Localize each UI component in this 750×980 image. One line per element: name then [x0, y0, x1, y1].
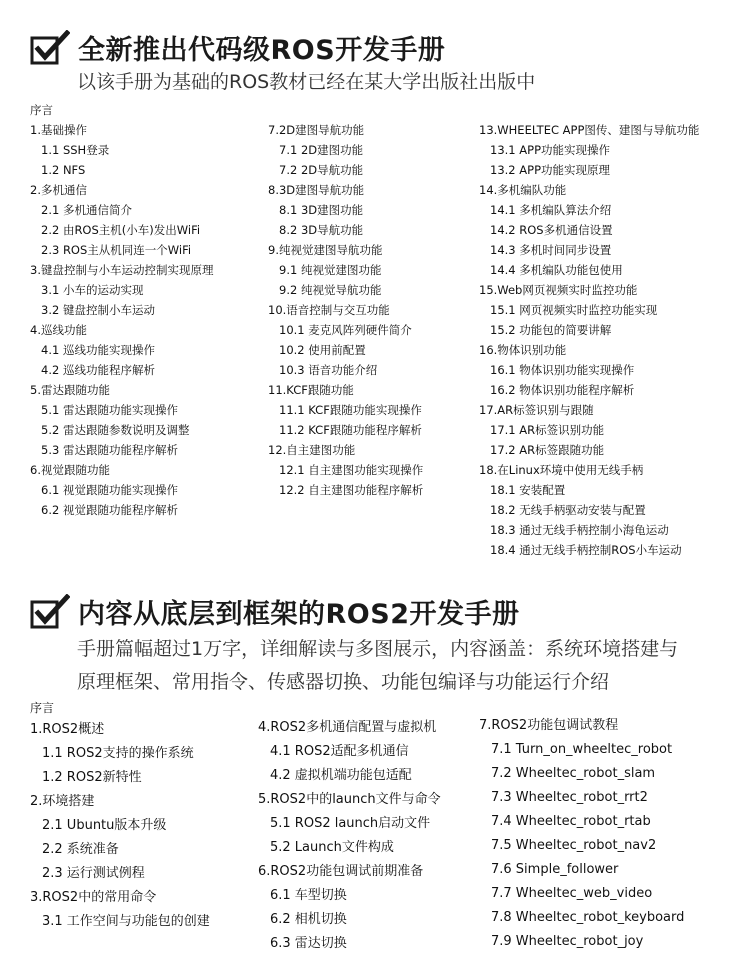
toc-chapter: 4.巡线功能 [30, 323, 87, 337]
preface-label: 序言 [30, 103, 53, 117]
toc-subitem: 1.1 SSH登录 [41, 143, 110, 157]
toc-subitem: 14.2 ROS多机通信设置 [490, 223, 613, 237]
toc-chapter: 13.WHEELTEC APP图传、建图与导航功能 [479, 123, 700, 137]
toc-chapter: 1.基础操作 [30, 123, 87, 137]
toc-subitem: 2.1 Ubuntu版本升级 [42, 818, 167, 833]
toc-chapter: 14.多机编队功能 [479, 183, 567, 197]
toc-chapter: 11.KCF跟随功能 [268, 383, 354, 397]
toc-chapter: 2.多机通信 [30, 183, 87, 197]
toc-subitem: 10.1 麦克风阵列硬件简介 [279, 323, 412, 337]
toc-chapter: 1.ROS2概述 [30, 722, 105, 737]
toc-subitem: 7.1 Turn_on_wheeltec_robot [491, 742, 673, 757]
toc-subitem: 8.2 3D导航功能 [279, 223, 364, 237]
toc-subitem: 15.1 网页视频实时监控功能实现 [490, 303, 658, 317]
toc-subitem: 7.6 Simple_follower [491, 862, 619, 877]
toc-subitem: 6.1 视觉跟随功能实现操作 [41, 483, 178, 497]
toc-chapter: 9.纯视觉建图导航功能 [268, 243, 383, 257]
toc-subitem: 5.1 雷达跟随功能实现操作 [41, 403, 178, 417]
checkbox-checked-icon [30, 594, 70, 630]
toc-subitem: 18.1 安装配置 [490, 483, 566, 497]
section-title: 全新推出代码级ROS开发手册 [78, 35, 446, 66]
toc-subitem: 7.9 Wheeltec_robot_joy [491, 934, 644, 949]
toc-column-1 [30, 120, 213, 520]
toc-subitem: 7.1 2D建图功能 [279, 143, 364, 157]
toc-chapter: 2.环境搭建 [30, 794, 95, 809]
toc-subitem: 13.2 APP功能实现原理 [490, 163, 610, 177]
section-subtitle-line-1: 手册篇幅超过1万字，详细解读与多图展示，内容涵盖：系统环境搭建与 [77, 638, 679, 660]
toc-subitem: 1.1 ROS2支持的操作系统 [42, 746, 194, 761]
toc-subitem: 17.2 AR标签跟随功能 [490, 443, 605, 457]
toc-subitem: 5.2 Launch文件构成 [270, 840, 394, 855]
toc-subitem: 12.1 自主建图功能实现操作 [279, 463, 424, 477]
section-header [30, 592, 519, 631]
toc-subitem: 4.1 ROS2适配多机通信 [270, 744, 409, 759]
toc-subitem: 3.2 键盘控制小车运动 [41, 303, 155, 317]
toc-subitem: 3.1 工作空间与功能包的创建 [42, 914, 210, 929]
toc-subitem: 7.5 Wheeltec_robot_nav2 [491, 838, 657, 853]
section-ros2-manual [0, 578, 750, 980]
toc-chapter: 4.ROS2多机通信配置与虚拟机 [258, 720, 437, 735]
toc-subitem: 3.1 小车的运动实现 [41, 283, 144, 297]
toc-subitem: 6.2 视觉跟随功能程序解析 [41, 503, 178, 517]
toc-subitem: 4.2 巡线功能程序解析 [41, 363, 155, 377]
section-subtitle-line-2: 原理框架、常用指令、传感器切换、功能包编译与功能运行介绍 [77, 671, 610, 693]
toc-chapter: 5.雷达跟随功能 [30, 383, 110, 397]
toc-subitem: 14.1 多机编队算法介绍 [490, 203, 612, 217]
toc-chapter: 3.ROS2中的常用命令 [30, 890, 157, 905]
toc-subitem: 7.2 2D导航功能 [279, 163, 364, 177]
toc-chapter: 18.在Linux环境中使用无线手柄 [479, 463, 644, 477]
toc-subitem: 6.1 车型切换 [270, 888, 347, 903]
toc-chapter: 7.2D建图导航功能 [268, 123, 365, 137]
toc-column-2 [268, 120, 423, 500]
toc-chapter: 15.Web网页视频实时监控功能 [479, 283, 638, 297]
toc-subitem: 9.1 纯视觉建图功能 [279, 263, 382, 277]
toc-subitem: 6.3 雷达切换 [270, 936, 347, 951]
toc-subitem: 16.1 物体识别功能实现操作 [490, 363, 635, 377]
toc-chapter: 6.ROS2功能包调试前期准备 [258, 864, 424, 879]
toc-subitem: 11.2 KCF跟随功能程序解析 [279, 423, 422, 437]
toc-subitem: 7.8 Wheeltec_robot_keyboard [491, 910, 685, 925]
toc-subitem: 2.3 运行测试例程 [42, 866, 145, 881]
toc-subitem: 7.7 Wheeltec_web_video [491, 886, 653, 901]
toc-subitem: 5.1 ROS2 launch启动文件 [270, 816, 431, 831]
toc-subitem: 8.1 3D建图功能 [279, 203, 364, 217]
toc-chapter: 6.视觉跟随功能 [30, 463, 110, 477]
toc-subitem: 12.2 自主建图功能程序解析 [279, 483, 424, 497]
toc-subitem: 11.1 KCF跟随功能实现操作 [279, 403, 422, 417]
toc-chapter: 17.AR标签识别与跟随 [479, 403, 594, 417]
preface-label: 序言 [30, 701, 55, 715]
toc-chapter: 8.3D建图导航功能 [268, 183, 365, 197]
section-title: 内容从底层到框架的ROS2开发手册 [78, 599, 520, 630]
toc-subitem: 18.3 通过无线手柄控制小海龟运动 [490, 523, 669, 537]
checkbox-checked-icon [30, 30, 70, 66]
toc-column-1 [30, 718, 210, 934]
toc-subitem: 2.3 ROS主从机同连一个WiFi [41, 243, 192, 257]
toc-subitem: 18.2 无线手柄驱动安装与配置 [490, 503, 646, 517]
toc-subitem: 2.1 多机通信简介 [41, 203, 132, 217]
toc-subitem: 14.3 多机时间同步设置 [490, 243, 612, 257]
toc-subitem: 10.3 语音功能介绍 [279, 363, 378, 377]
toc-chapter: 7.ROS2功能包调试教程 [479, 718, 619, 733]
toc-column-2 [258, 716, 441, 956]
toc-subitem: 4.2 虚拟机端功能包适配 [270, 768, 412, 783]
toc-subitem: 2.2 系统准备 [42, 842, 119, 857]
toc-subitem: 16.2 物体识别功能程序解析 [490, 383, 635, 397]
toc-subitem: 7.4 Wheeltec_robot_rtab [491, 814, 651, 829]
toc-subitem: 9.2 纯视觉导航功能 [279, 283, 382, 297]
toc-subitem: 5.2 雷达跟随参数说明及调整 [41, 423, 190, 437]
toc-chapter: 3.键盘控制与小车运动控制实现原理 [30, 263, 214, 277]
toc-column-3 [479, 120, 699, 560]
toc-subitem: 14.4 多机编队功能包使用 [490, 263, 623, 277]
toc-subitem: 5.3 雷达跟随功能程序解析 [41, 443, 178, 457]
toc-subitem: 4.1 巡线功能实现操作 [41, 343, 155, 357]
toc-subitem: 7.2 Wheeltec_robot_slam [491, 766, 656, 781]
toc-subitem: 15.2 功能包的简要讲解 [490, 323, 612, 337]
toc-subitem: 10.2 使用前配置 [279, 343, 366, 357]
toc-chapter: 10.语音控制与交互功能 [268, 303, 390, 317]
toc-subitem: 6.2 相机切换 [270, 912, 347, 927]
section-subtitle: 以该手册为基础的ROS教材已经在某大学出版社出版中 [77, 71, 536, 93]
toc-subitem: 7.3 Wheeltec_robot_rrt2 [491, 790, 648, 805]
toc-subitem: 18.4 通过无线手柄控制ROS小车运动 [490, 543, 682, 557]
section-header [30, 28, 445, 67]
toc-column-3 [479, 714, 684, 954]
toc-subitem: 2.2 由ROS主机(小车)发出WiFi [41, 223, 201, 237]
toc-subitem: 17.1 AR标签识别功能 [490, 423, 605, 437]
toc-subitem: 1.2 ROS2新特性 [42, 770, 142, 785]
toc-chapter: 16.物体识别功能 [479, 343, 567, 357]
toc-chapter: 5.ROS2中的launch文件与命令 [258, 792, 441, 807]
toc-subitem: 1.2 NFS [41, 163, 86, 177]
toc-chapter: 12.自主建图功能 [268, 443, 356, 457]
toc-subitem: 13.1 APP功能实现操作 [490, 143, 610, 157]
